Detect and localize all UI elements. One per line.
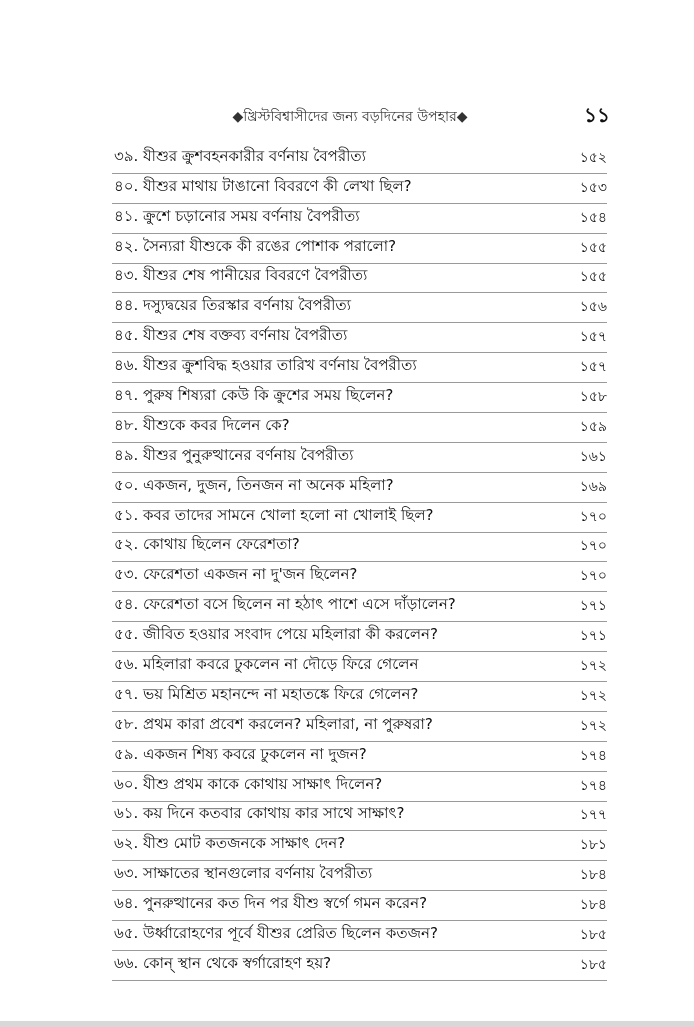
toc-entry-page-number: ১৭৪ [579, 747, 607, 764]
toc-entry-title: ৪৫. যীশুর শেষ বক্তব্য বর্ণনায় বৈপরীত্য [114, 326, 348, 345]
toc-entry-title: ৬৬. কোন্ স্থান থেকে স্বর্গারোহণ হয়? [114, 953, 332, 972]
toc-entry-page-number: ১৭২ [579, 717, 607, 734]
toc-entry-title: ৬১. কয় দিনে কতবার কোথায় কার সাথে সাক্ষাৎ? [114, 804, 405, 823]
toc-entry [112, 234, 607, 264]
toc-entry-title: ৪৮. যীশুকে কবর দিলেন কে? [114, 415, 290, 434]
toc-entry [112, 592, 607, 622]
toc-entry-title: ৪৭. পুরুষ শিষ্যরা কেউ কি ক্রুশের সময় ছিলেন? [114, 386, 394, 405]
toc-entry [112, 772, 607, 802]
toc-entry [112, 802, 607, 832]
toc-entry [112, 921, 607, 951]
toc-entry [112, 891, 607, 921]
toc-entry-title: ৫৫. জীবিত হওয়ার সংবাদ পেয়ে মহিলারা কী করলেন? [114, 625, 438, 644]
toc-entry [112, 562, 607, 592]
page-bottom-edge [0, 1021, 694, 1027]
running-header [110, 101, 610, 127]
toc-entry [112, 353, 607, 383]
toc-entry-page-number: ১৭২ [579, 687, 607, 704]
toc-entry-title: ৬২. যীশু মোট কতজনকে সাক্ষাৎ দেন? [114, 834, 346, 853]
toc-entry-title: ৩৯. যীশুর ক্রুশবহনকারীর বর্ণনায় বৈপরীত্য [114, 146, 366, 165]
toc-entry-page-number: ১৫৫ [579, 239, 607, 256]
toc-entry [112, 861, 607, 891]
toc-entry [112, 174, 607, 204]
toc-entry-page-number: ১৭০ [579, 538, 607, 555]
toc-entry-page-number: ১৫৭ [579, 329, 607, 346]
toc-entry-page-number: ১৮৪ [579, 897, 607, 914]
toc-entry [112, 682, 607, 712]
toc-entry [112, 473, 607, 503]
toc-entry-title: ৪৩. যীশুর শেষ পানীয়ের বিবরণে বৈপরীত্য [114, 266, 368, 285]
toc-entry-page-number: ১৫৩ [579, 179, 607, 196]
toc-entry-page-number: ১৫২ [579, 149, 607, 166]
toc-entry-page-number: ১৭৪ [579, 777, 607, 794]
toc-entry [112, 951, 607, 981]
toc-entry-page-number: ১৫৪ [579, 209, 607, 226]
book-title-header: ◆খ্রিস্টবিশ্বাসীদের জন্য বড়দিনের উপহার◆ [232, 109, 468, 125]
toc-entry-title: ৫৮. প্রথম কারা প্রবেশ করলেন? মহিলারা, না পুরুষরা? [114, 714, 433, 733]
toc-entry-page-number: ১৮৫ [579, 927, 607, 944]
toc-entry-page-number: ১৬১ [579, 448, 607, 465]
toc-entry [112, 831, 607, 861]
toc-entry-title: ৪১. ক্রুশে চড়ানোর সময় বর্ণনায় বৈপরীত্য [114, 206, 360, 225]
toc-entry-title: ৫০. একজন, দুজন, তিনজন না অনেক মহিলা? [114, 475, 394, 494]
toc-entry-page-number: ১৫৯ [579, 418, 607, 435]
toc-entry-title: ৫২. কোথায় ছিলেন ফেরেশতা? [114, 535, 300, 554]
toc-entry-page-number: ১৭০ [579, 508, 607, 525]
toc-entry-page-number: ১৭২ [579, 658, 607, 675]
toc-entry-title: ৪৬. যীশুর ক্রুশবিদ্ধ হওয়ার তারিখ বর্ণনায় বৈপরীত্য [114, 356, 417, 375]
toc-entry [112, 742, 607, 772]
toc-entry [112, 413, 607, 443]
toc-entry-title: ৫১. কবর তাদের সামনে খোলা হলো না খোলাই ছিল? [114, 505, 434, 524]
toc-entry-title: ৪৯. যীশুর পুনুরুত্থানের বর্ণনায় বৈপরীত্য [114, 445, 354, 464]
toc-entry-title: ৬৫. উর্ধ্বারোহণের পূর্বে যীশুর প্রেরিত ছিলেন কতজন? [114, 924, 438, 943]
toc-entry-page-number: ১৭০ [579, 568, 607, 585]
table-of-contents [112, 144, 607, 981]
toc-entry [112, 293, 607, 323]
toc-entry [112, 204, 607, 234]
toc-entry-page-number: ১৫৬ [579, 299, 607, 316]
toc-entry-page-number: ১৮১ [579, 837, 607, 854]
toc-entry [112, 533, 607, 563]
toc-entry-title: ৫৬. মহিলারা কবরে ঢুকলেন না দৌড়ে ফিরে গেলেন [114, 655, 419, 674]
toc-entry [112, 264, 607, 294]
toc-entry [112, 622, 607, 652]
toc-entry-title: ৪০. যীশুর মাথায় টাঙানো বিবরণে কী লেখা ছিল? [114, 176, 412, 195]
toc-entry-page-number: ১৮৫ [579, 956, 607, 973]
toc-entry-title: ৬৪. পুনরুত্থানের কত দিন পর যীশু স্বর্গে গমন করেন? [114, 894, 428, 913]
toc-entry [112, 712, 607, 742]
toc-entry [112, 652, 607, 682]
toc-entry-page-number: ১৫৭ [579, 359, 607, 376]
toc-entry-title: ৫৭. ভয় মিশ্রিত মহানন্দে না মহাতঙ্কে ফিরে গেলেন? [114, 684, 419, 703]
toc-entry-page-number: ১৭৭ [579, 807, 607, 824]
toc-entry-page-number: ১৭১ [579, 598, 607, 615]
toc-entry-title: ৪৪. দস্যুদ্বয়ের তিরস্কার বর্ণনায় বৈপরীত্য [114, 296, 351, 315]
page-number: ১১ [584, 103, 610, 127]
toc-entry [112, 503, 607, 533]
toc-entry-title: ৪২. সৈন্যরা যীশুকে কী রঙের পোশাক পরালো? [114, 236, 397, 255]
toc-entry-title: ৫৪. ফেরেশতা বসে ছিলেন না হঠাৎ পাশে এসে দাঁড়ালেন? [114, 595, 456, 614]
toc-entry-title: ৫৩. ফেরেশতা একজন না দু'জন ছিলেন? [114, 565, 358, 584]
toc-entry-title: ৬০. যীশু প্রথম কাকে কোথায় সাক্ষাৎ দিলেন? [114, 774, 383, 793]
toc-entry-title: ৫৯. একজন শিষ্য কবরে ঢুকলেন না দুজন? [114, 744, 367, 763]
toc-entry-page-number: ১৬৯ [579, 478, 607, 495]
toc-entry-page-number: ১৮৪ [579, 867, 607, 884]
toc-entry-page-number: ১৫৫ [579, 269, 607, 286]
toc-entry [112, 383, 607, 413]
toc-entry [112, 144, 607, 174]
toc-entry [112, 443, 607, 473]
toc-entry-page-number: ১৫৮ [579, 389, 607, 406]
toc-entry-title: ৬৩. সাক্ষাতের স্থানগুলোর বর্ণনায় বৈপরীত্য [114, 864, 373, 883]
toc-entry-page-number: ১৭১ [579, 628, 607, 645]
toc-entry [112, 323, 607, 353]
